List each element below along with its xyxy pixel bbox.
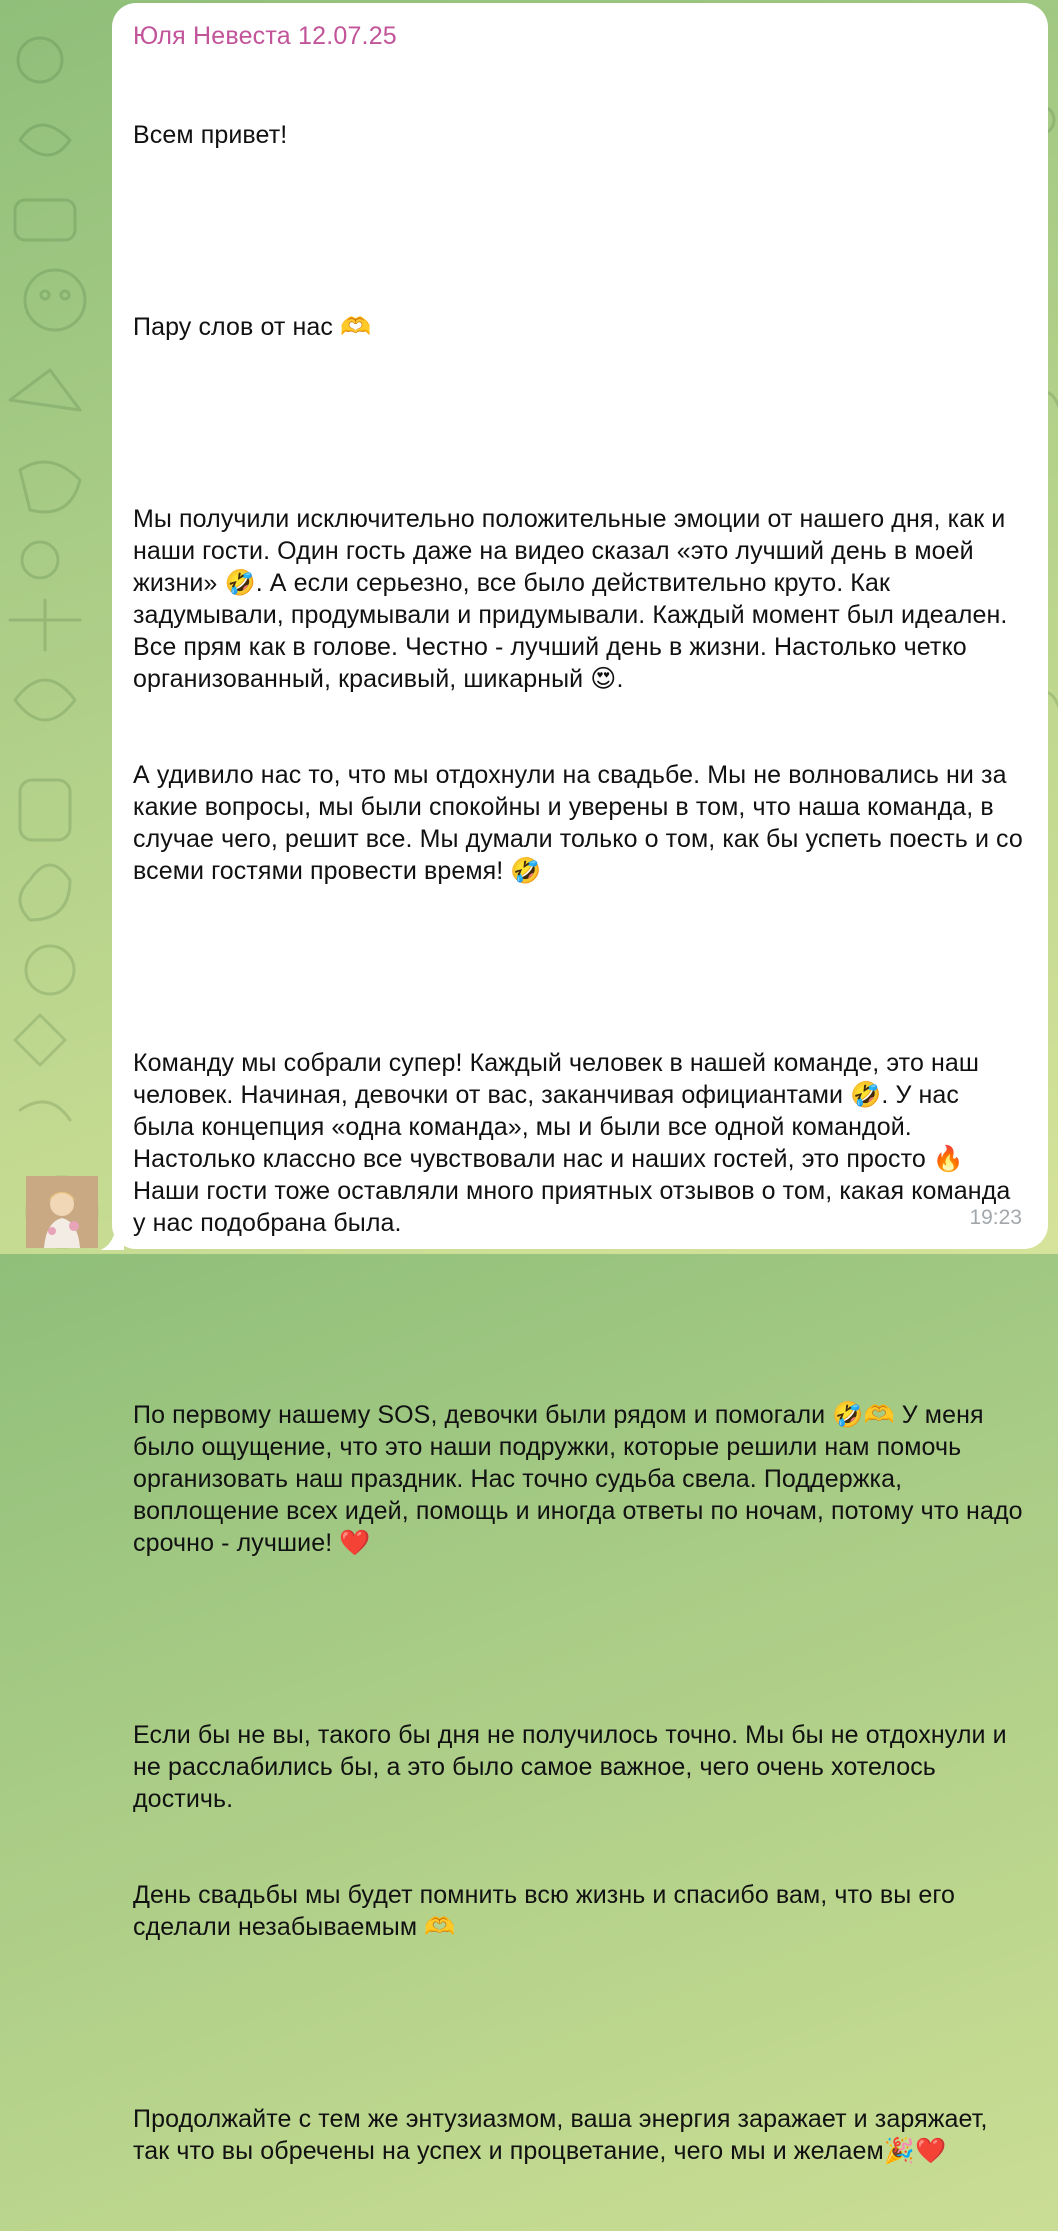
message-paragraph: Команду мы собрали супер! Каждый человек в нашей команде, это наш человек. Начиная, девочки от вас, заканчивая официантами 🤣. У нас была концепция «одна команда», мы и были все одной командой. Настолько классно все чувствовали нас и наших гостей, это просто 🔥 Наши гости тоже оставляли много приятных отзывов о том, какая команда у нас подобрана была. [133, 1049, 1018, 1237]
message-bubble[interactable] [112, 3, 1048, 2165]
sender-avatar[interactable] [26, 1176, 98, 1248]
message-paragraph: По первому нашему SOS, девочки были рядом и помогали 🤣🫶 У меня было ощущение, что это наши подружки, которые решили нам помочь организовать наш праздник. Нас точно судьба свела. Поддержка, воплощение всех идей, помощь и иногда ответы по ночам, потому что надо срочно - лучшие! ❤️ [133, 1401, 1030, 1557]
message-paragraph: Всем привет! [133, 121, 288, 149]
message-paragraph: Мы получили исключительно положительные эмоции от нашего дня, как и наши гости. Один гость даже на видео сказал «это лучший день в моей жизни» 🤣. А если серьезно, все было действительно круто. Как задумывали, продумывали и придумывали. Каждый момент был идеален. Все прям как в голове. Честно - лучший день в жизни. Настолько четко организованный, красивый, шикарный 😍. [133, 505, 1015, 693]
message-paragraph: Продолжайте с тем же энтузиазмом, ваша энергия заражает и заряжает, так что вы обречены на успех и процветание, чего мы и желаем🎉❤️ [133, 2105, 995, 2165]
message-paragraph: День свадьбы мы будет помнить всю жизнь и спасибо вам, что вы его сделали незабываемым 🫶 [133, 1881, 963, 1941]
message-paragraph: Если бы не вы, такого бы дня не получилось точно. Мы бы не отдохнули и не расслабились бы, а это было самое важное, чего очень хотелось достичь. [133, 1721, 1014, 1813]
avatar-photo-icon [26, 1176, 98, 1248]
sender-name[interactable]: Юля Невеста 12.07.25 [133, 22, 397, 50]
message-paragraph: Пару слов от нас 🫶 [133, 313, 372, 341]
message-timestamp: 19:23 [969, 1206, 1022, 1229]
message-text [133, 55, 1030, 2231]
message-paragraph: А удивило нас то, что мы отдохнули на свадьбе. Мы не волновались ни за какие вопросы, мы были спокойны и уверены в том, что наша команда, в случае чего, решит все. Мы думали только о том, как бы успеть поесть и со всеми гостями провести время! 🤣 [133, 761, 1030, 885]
